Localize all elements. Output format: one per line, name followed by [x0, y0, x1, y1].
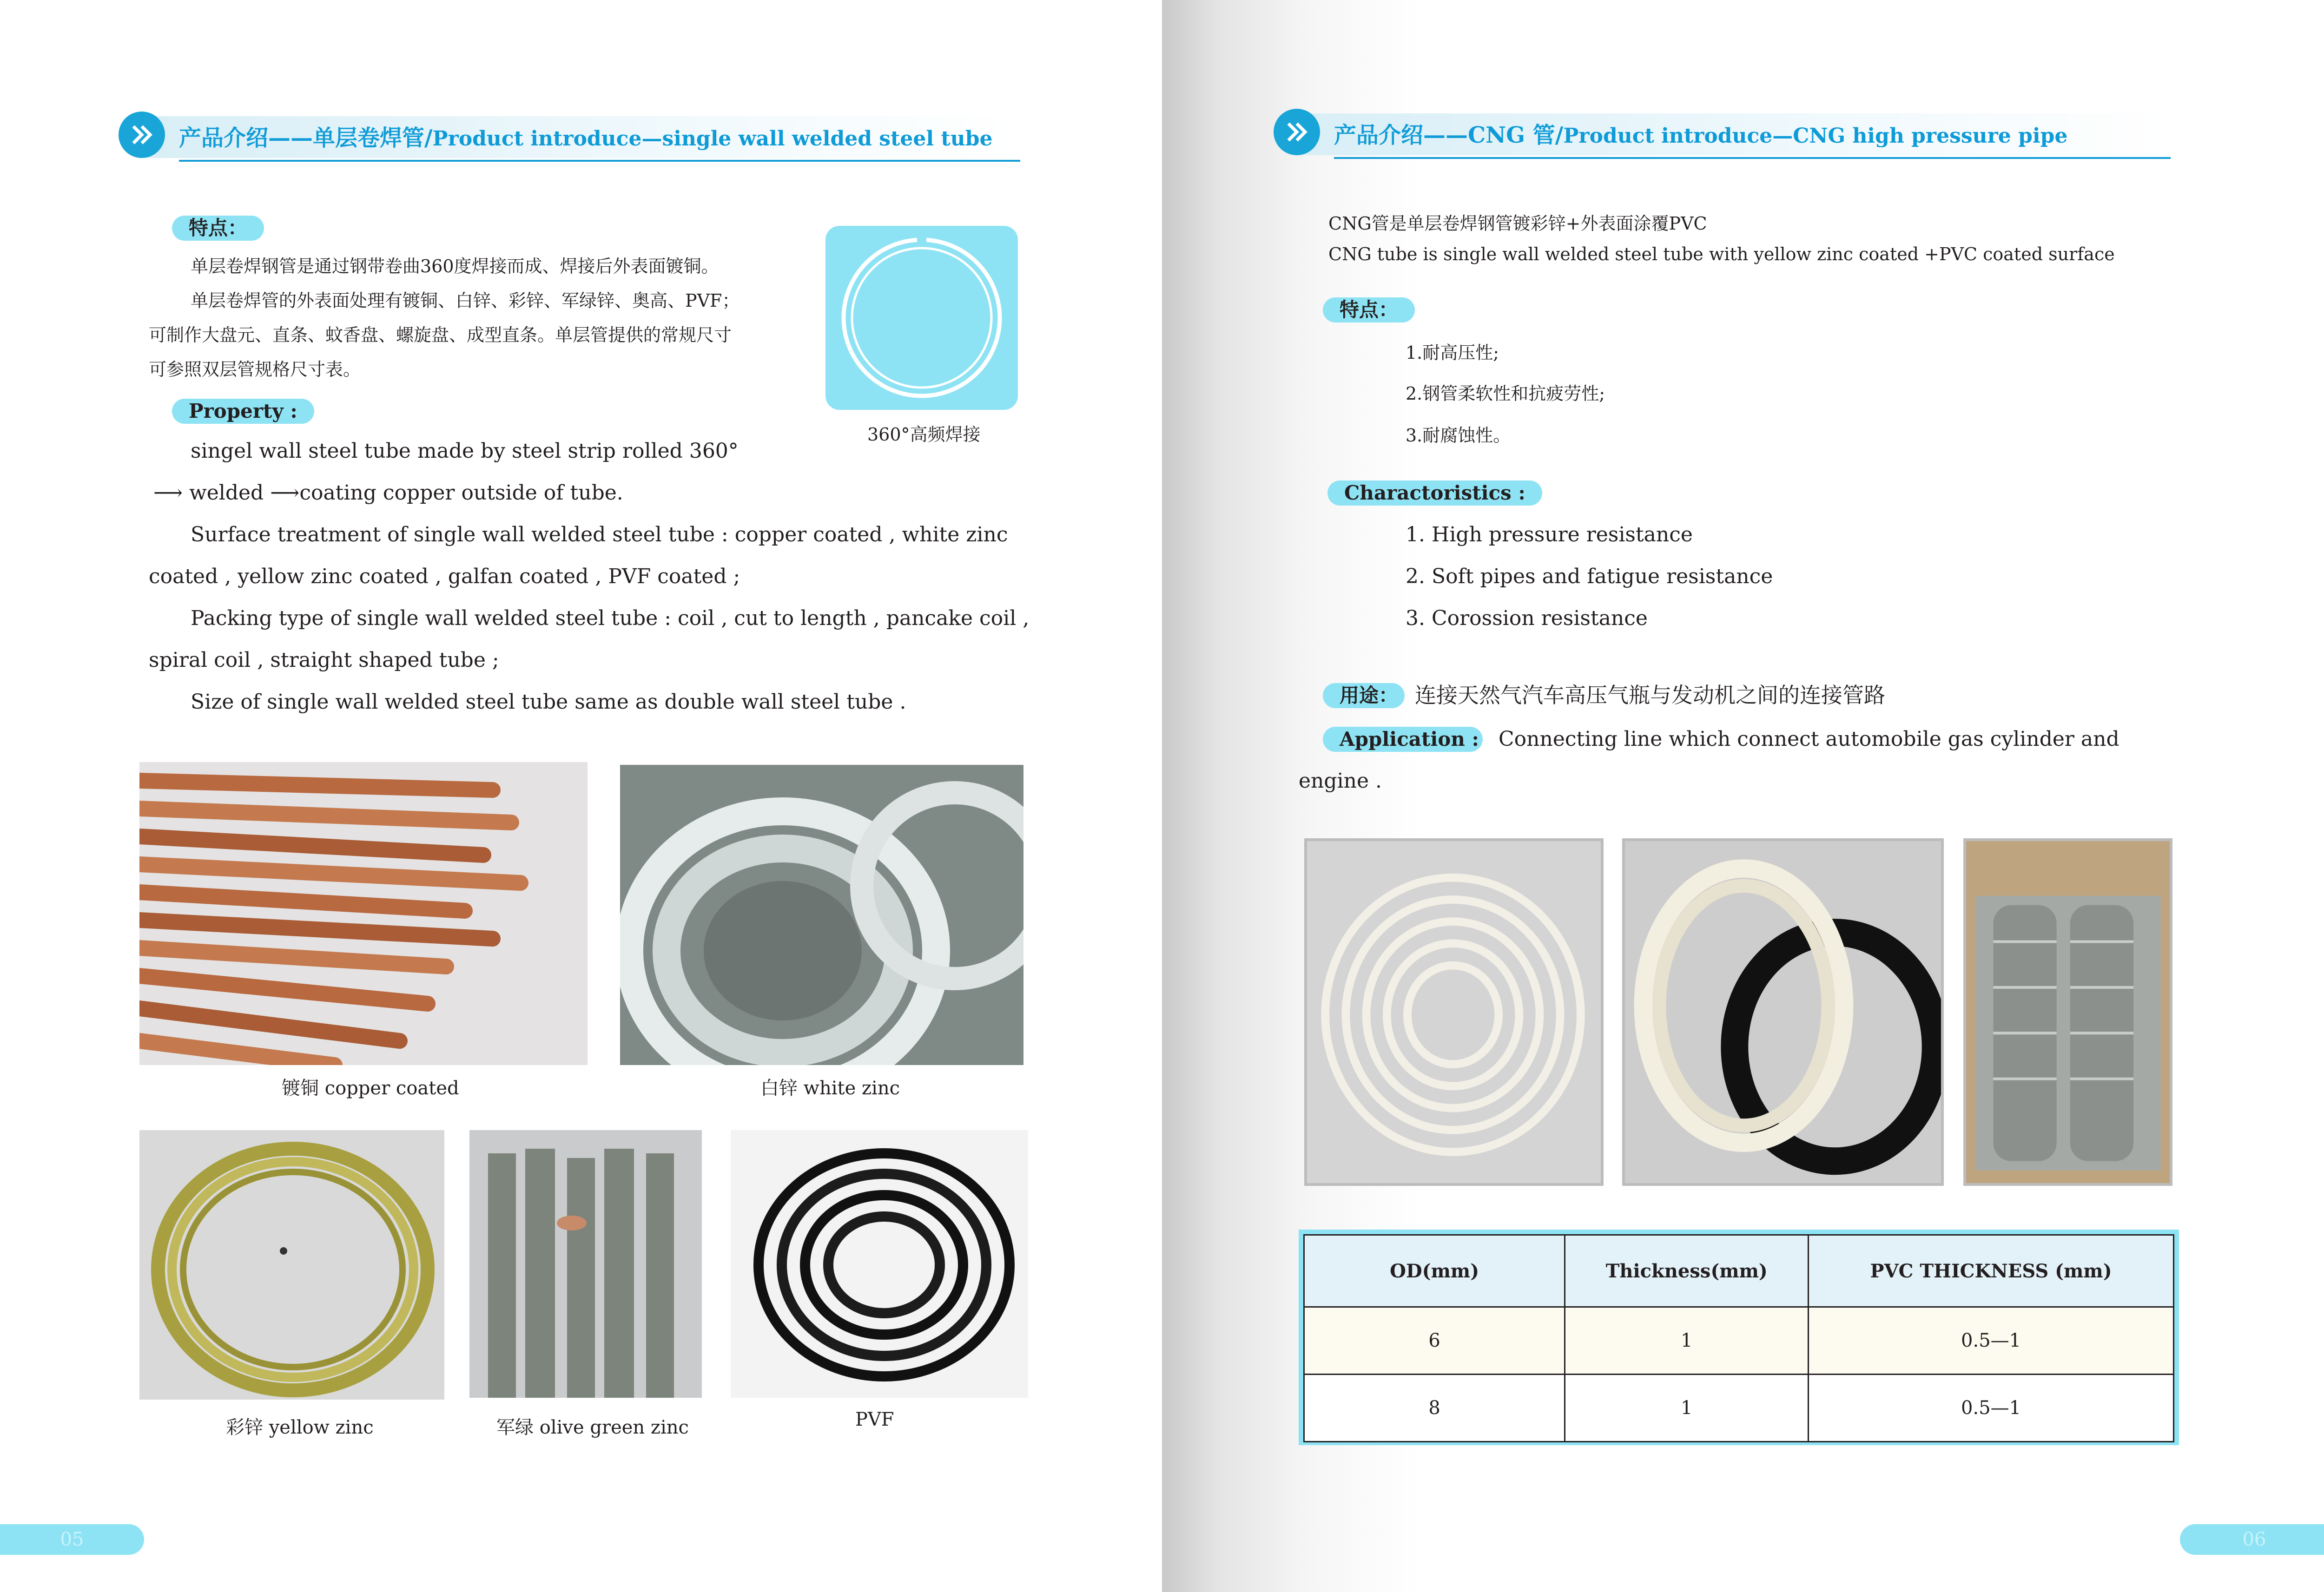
table-header-row — [1304, 1235, 2174, 1307]
characteristic-3: 3. Corossion resistance — [1406, 606, 1648, 630]
copper-tube-photo — [139, 762, 588, 1065]
weld-caption: 360°高频焊接 — [867, 424, 981, 445]
features-line-4: 可参照双层管规格尺寸表。 — [149, 359, 361, 380]
header-cn: 产品介绍——单层卷焊管/ — [179, 125, 433, 151]
intro-cn: CNG管是单层卷焊钢管镀彩锌+外表面涂覆PVC — [1328, 213, 1707, 234]
property-line-1: singel wall steel tube made by steel strip rolled 360° — [191, 439, 739, 463]
property-line-4: coated , yellow zinc coated , galfan coated , PVF coated ; — [149, 565, 740, 588]
property-coating: coating copper outside of tube. — [299, 481, 623, 505]
right-page — [1162, 0, 2324, 1592]
weld-diagram — [825, 226, 1018, 410]
application-text: Connecting line which connect automobile gas cylinder and — [1499, 727, 2119, 751]
left-header-title — [179, 120, 992, 152]
property-line-3: Surface treatment of single wall welded steel tube : copper coated , white zinc — [191, 523, 1008, 546]
feature-1: 1.耐高压性; — [1406, 342, 1499, 363]
table-header-od: OD(mm) — [1304, 1235, 1565, 1307]
header-en: Product introduce—single wall welded steel tube — [432, 127, 993, 151]
application-text-2: engine . — [1299, 769, 1382, 793]
table-header-pvc: PVC THICKNESS (mm) — [1809, 1235, 2174, 1307]
property-welded: welded — [189, 481, 264, 505]
cng-coils-pair-photo — [1622, 838, 1944, 1186]
yellow-zinc-caption: 彩锌 yellow zinc — [226, 1417, 374, 1438]
feature-2: 2.钢管柔软性和抗疲劳性; — [1406, 383, 1605, 404]
spec-table-frame — [1299, 1230, 2179, 1445]
table-cell: 0.5—1 — [1809, 1307, 2174, 1375]
double-chevron-right-icon — [1274, 109, 1320, 155]
header-en: Product introduce—CNG high pressure pipe — [1563, 124, 2068, 148]
header-underline — [179, 160, 1020, 162]
page-number-left: 05 — [0, 1524, 144, 1555]
header-cn: 产品介绍——CNG 管/ — [1334, 122, 1564, 148]
table-row — [1304, 1307, 2174, 1375]
features-tag: 特点： — [172, 216, 264, 241]
page-number-right: 06 — [2180, 1524, 2324, 1555]
spec-table — [1303, 1234, 2174, 1442]
table-cell: 6 — [1304, 1307, 1565, 1375]
arrow-right-icon: ⟶ — [270, 481, 300, 505]
property-line-6: spiral coil , straight shaped tube ; — [149, 648, 499, 672]
application-tag: Application : — [1323, 727, 1483, 752]
table-cell: 1 — [1565, 1375, 1809, 1442]
characteristics-tag: Charactoristics : — [1327, 480, 1542, 506]
table-cell: 8 — [1304, 1375, 1565, 1442]
usage-tag: 用途： — [1323, 683, 1405, 708]
features-line-3: 可制作大盘元、直条、蚊香盘、螺旋盘、成型直条。单层管提供的常规尺寸 — [149, 325, 732, 345]
right-header — [1274, 109, 2171, 160]
cng-coil-photo — [1304, 838, 1604, 1186]
white-zinc-caption: 白锌 white zinc — [760, 1078, 900, 1099]
property-line-7: Size of single wall welded steel tube same as double wall steel tube . — [191, 690, 906, 714]
usage-text: 连接天然气汽车高压气瓶与发动机之间的连接管路 — [1415, 683, 1885, 708]
pvf-photo — [731, 1130, 1028, 1398]
pvf-caption: PVF — [855, 1409, 894, 1430]
property-line-5: Packing type of single wall welded steel tube : coil , cut to length , pancake coil , — [191, 606, 1030, 630]
property-line-2 — [153, 472, 623, 514]
characteristic-1: 1. High pressure resistance — [1406, 523, 1693, 546]
features-tag: 特点： — [1323, 297, 1415, 322]
intro-en: CNG tube is single wall welded steel tube with yellow zinc coated +PVC coated surface — [1328, 244, 2115, 264]
table-cell: 1 — [1565, 1307, 1809, 1375]
olive-green-photo — [469, 1130, 702, 1398]
olive-green-caption: 军绿 olive green zinc — [496, 1417, 689, 1438]
left-header — [119, 112, 1020, 163]
property-tag: Property : — [172, 399, 314, 424]
features-line-1: 单层卷焊钢管是通过钢带卷曲360度焊接而成、焊接后外表面镀铜。 — [191, 256, 719, 276]
table-header-thickness: Thickness(mm) — [1565, 1235, 1809, 1307]
cng-packaging-photo — [1963, 838, 2172, 1186]
features-line-2: 单层卷焊管的外表面处理有镀铜、白锌、彩锌、军绿锌、奥高、PVF； — [191, 290, 740, 311]
double-chevron-right-icon — [119, 112, 165, 158]
white-zinc-photo — [620, 765, 1023, 1065]
header-underline — [1334, 157, 2171, 159]
arrow-right-icon: ⟶ — [153, 481, 183, 505]
yellow-zinc-photo — [139, 1130, 444, 1400]
characteristic-2: 2. Soft pipes and fatigue resistance — [1406, 565, 1773, 588]
table-cell: 0.5—1 — [1809, 1375, 2174, 1442]
table-row — [1304, 1375, 2174, 1442]
feature-3: 3.耐腐蚀性。 — [1406, 425, 1511, 446]
right-header-title — [1334, 117, 2067, 149]
copper-caption: 镀铜 copper coated — [282, 1078, 459, 1099]
